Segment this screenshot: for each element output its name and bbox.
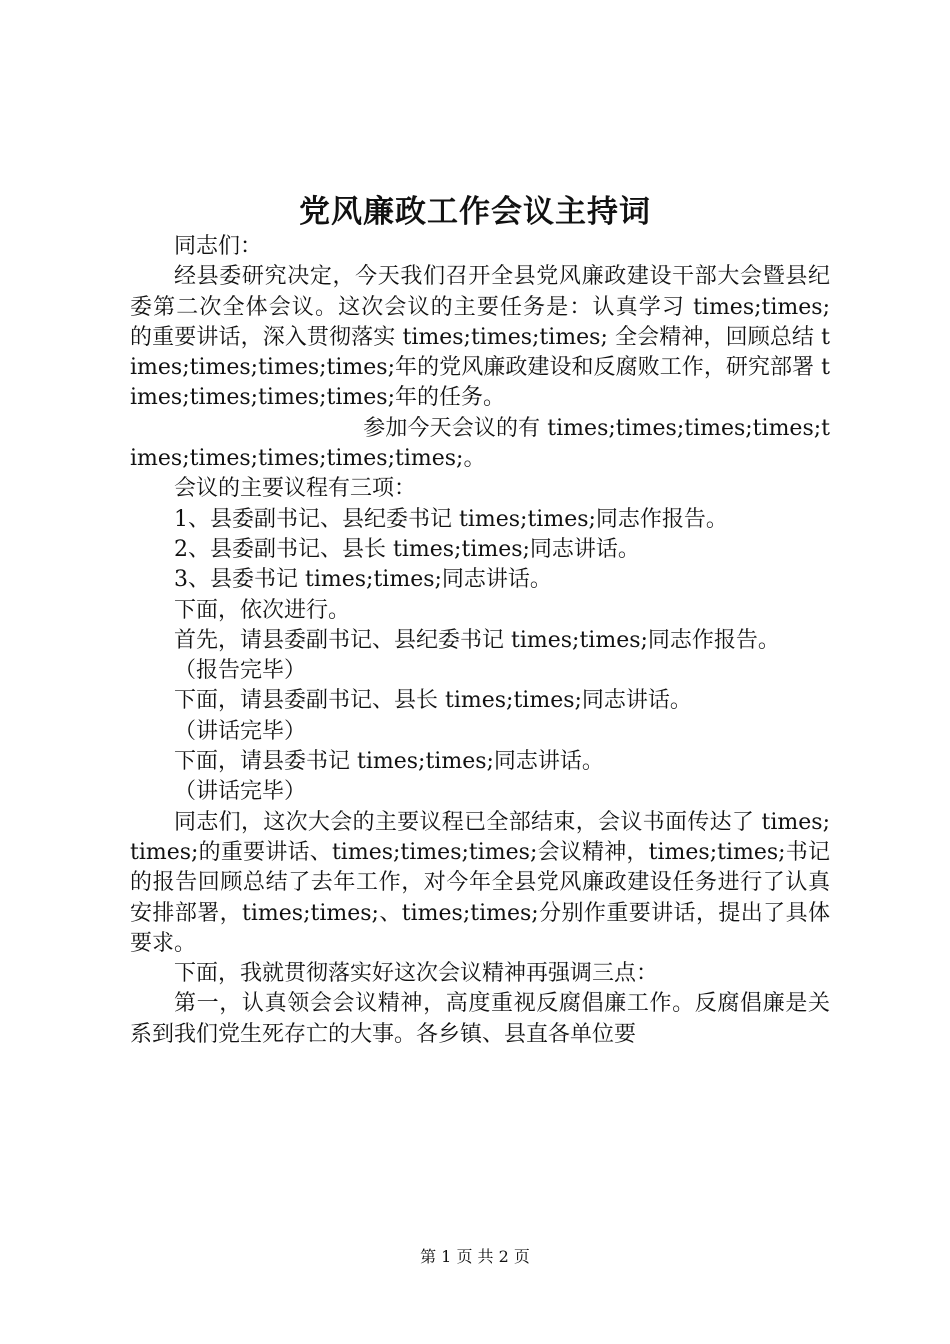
paragraph-point-one: 第一，认真领会会议精神，高度重视反腐倡廉工作。反腐倡廉是关系到我们党生死存亡的大事。各乡镇、县直各单位要 (130, 991, 830, 1047)
agenda-item-2: 2、县委副书记、县长 times;times;同志讲话。 (174, 536, 640, 562)
paragraph-agenda-heading: 会议的主要议程有三项： (174, 476, 417, 502)
paragraph-first-report: 首先，请县委副书记、县纪委书记 times;times;同志作报告。 (174, 627, 780, 653)
paragraph-summary: 同志们，这次大会的主要议程已全部结束，会议书面传达了 times;times;的重要讲话、times;times;times;会议精神，times;times;书记的报告回顾总结了去年工作，对今年全县党风廉政建设任务进行了认真安排部署，times;times;、times;times;分别作重要讲话，提出了具体要求。 (130, 809, 830, 956)
paragraph-report-done: （报告完毕） (174, 658, 307, 684)
paragraph-proceed: 下面，依次进行。 (174, 597, 351, 623)
paragraph-secretary-speech: 下面，请县委书记 times;times;同志讲话。 (174, 749, 604, 775)
paragraph-greeting: 同志们： (174, 234, 263, 259)
agenda-item-1: 1、县委副书记、县纪委书记 times;times;同志作报告。 (174, 506, 728, 532)
paragraph-intro: 经县委研究决定，今天我们召开全县党风廉政建设干部大会暨县纪委第二次全体会议。这次会议的主要任务是：认真学习 times;times; 的重要讲话，深入贯彻落实 times;times;times; 全会精神，回顾总结 times;times;times;times;年的党风廉政建设和反腐败工作，研究部署 times;times;times;times;年的任务。 (130, 264, 830, 411)
agenda-item-3: 3、县委书记 times;times;同志讲话。 (174, 567, 552, 593)
document-body (130, 232, 830, 1050)
paragraph-emphasis-heading: 下面，我就贯彻落实好这次会议精神再强调三点： (174, 961, 659, 987)
paragraph-speech-done-2: （讲话完毕） (174, 779, 307, 805)
page-footer: 第 1 页 共 2 页 (420, 1247, 530, 1266)
paragraph-county-head-speech: 下面，请县委副书记、县长 times;times;同志讲话。 (174, 688, 692, 714)
paragraph-attendees: 参加今天会议的有 times;times;times;times;times;times;times;times;times;。 (130, 415, 830, 472)
paragraph-speech-done-1: （讲话完毕） (174, 718, 307, 744)
document-title: 党风廉政工作会议主持词 (299, 194, 651, 230)
